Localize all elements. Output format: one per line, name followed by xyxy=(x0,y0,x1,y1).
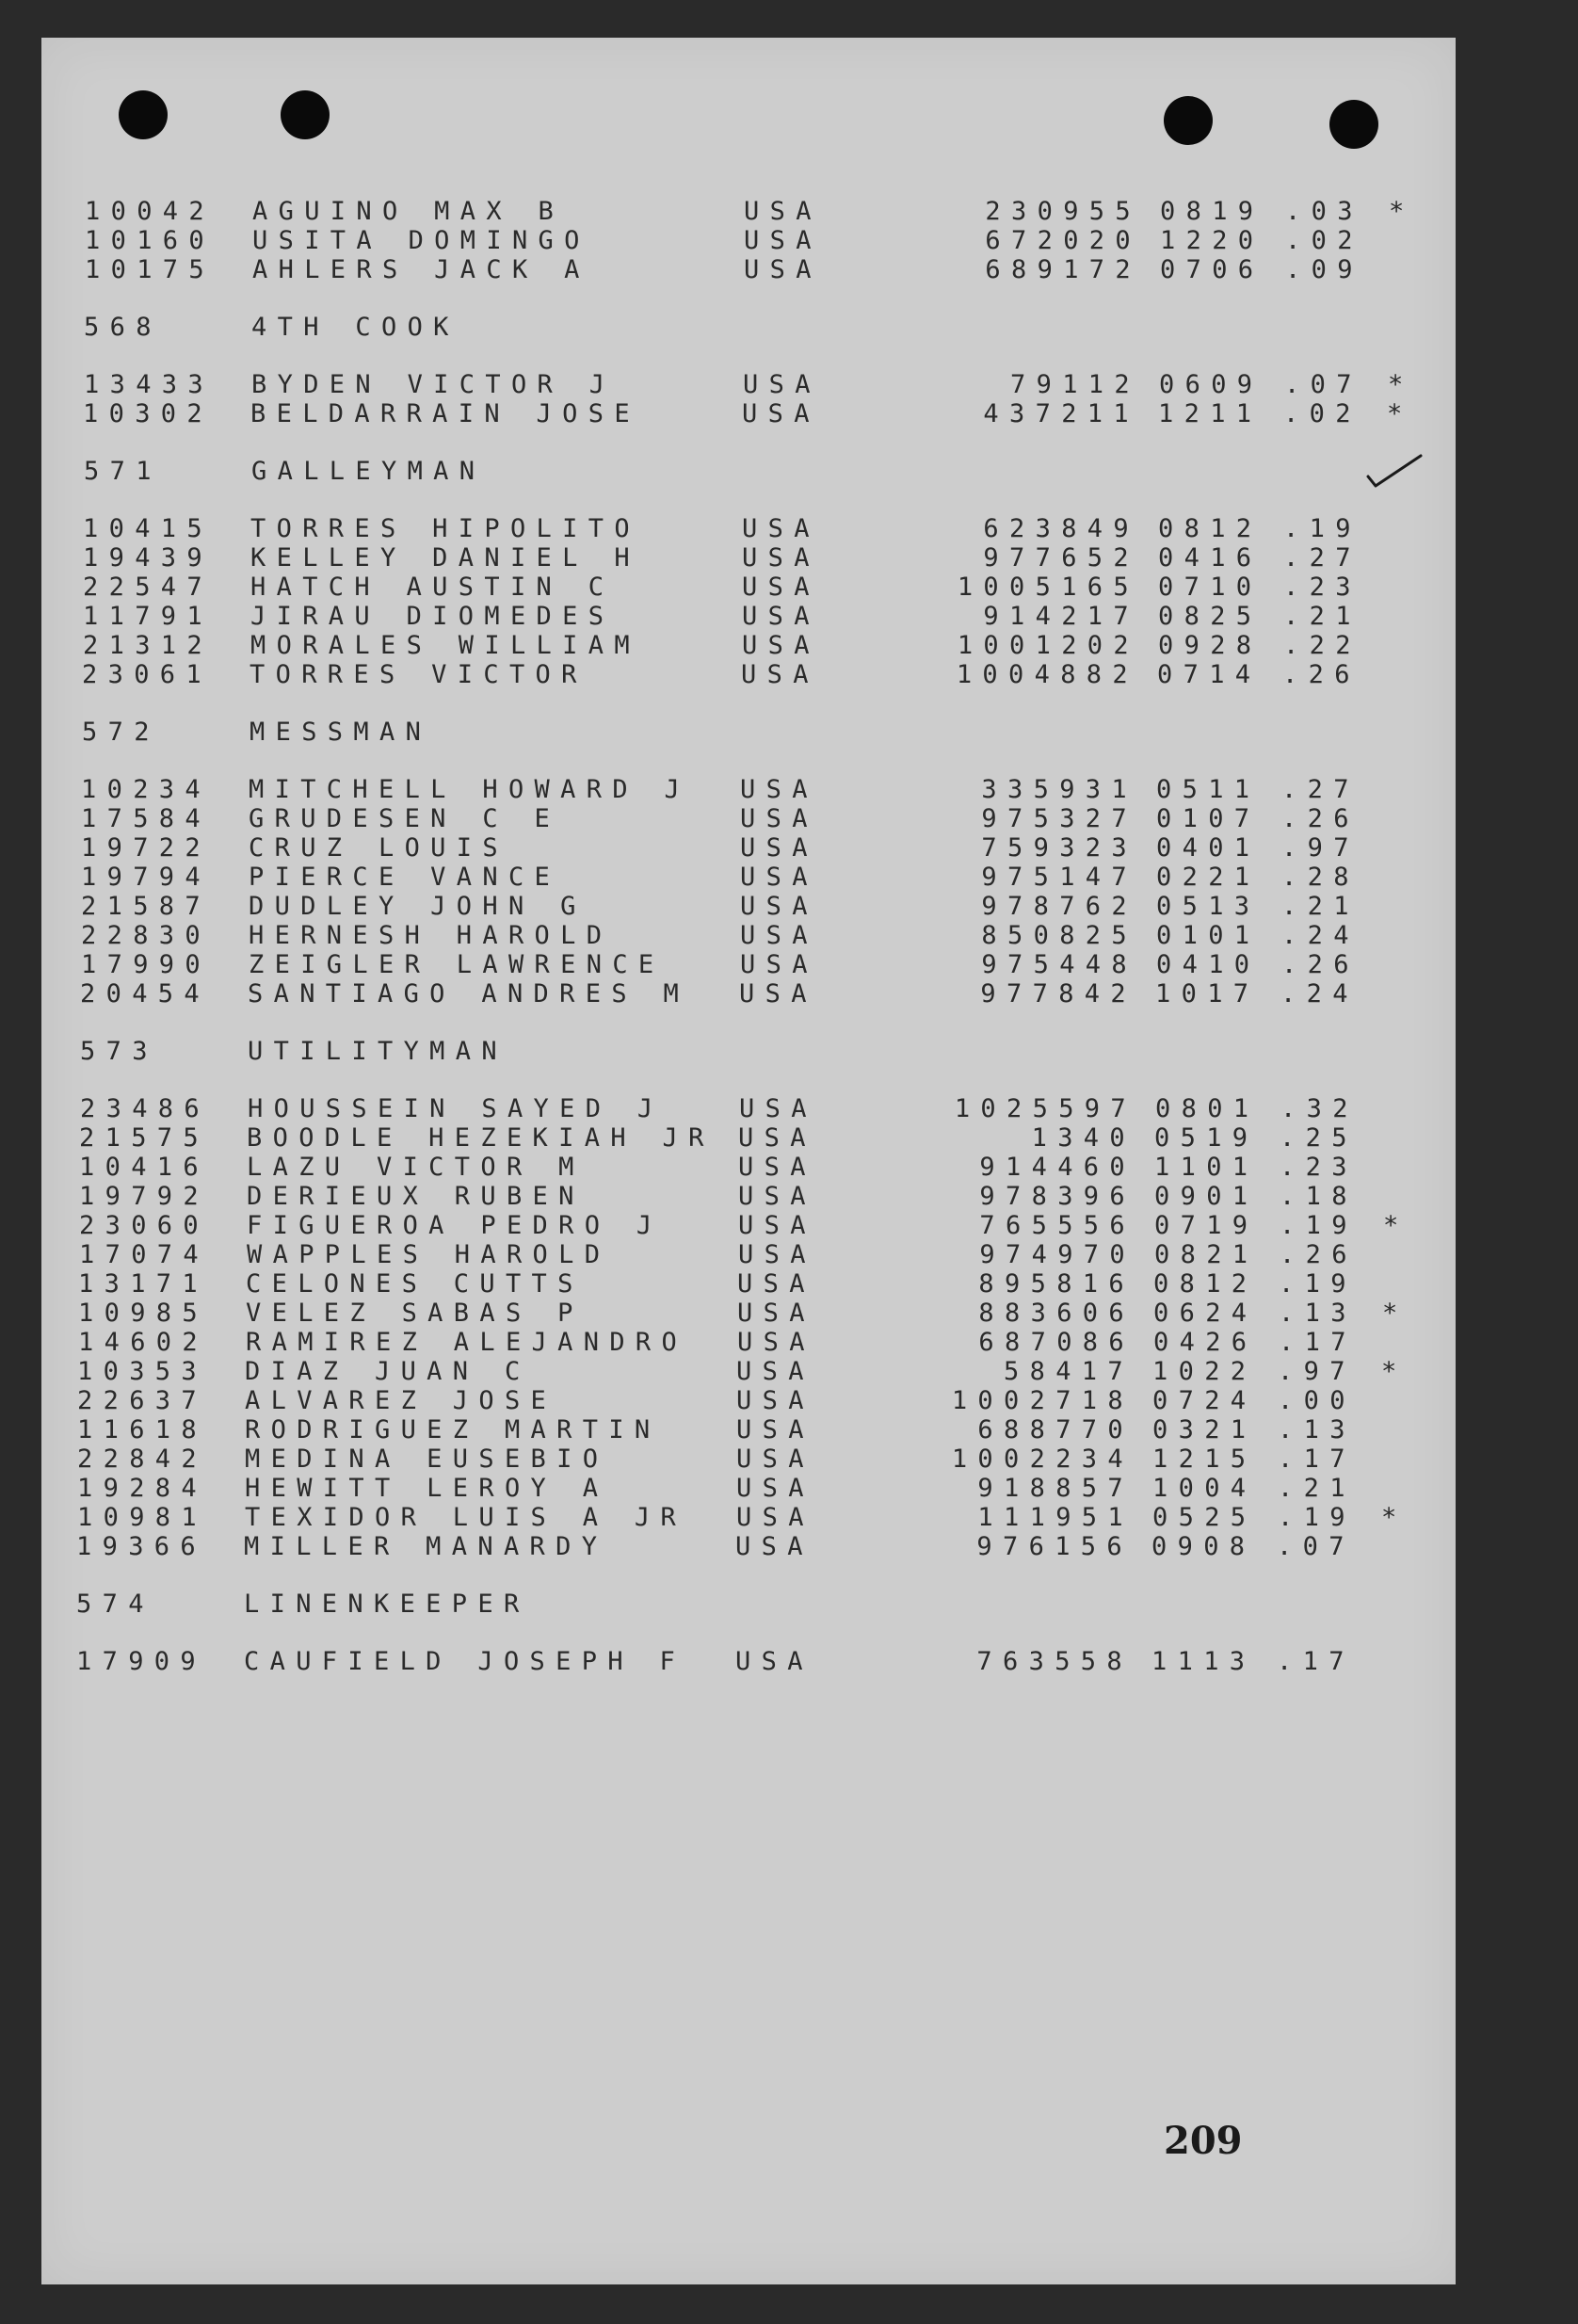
row-citizenship: USA xyxy=(736,1386,814,1415)
row-number: 759323 xyxy=(981,833,1137,863)
row-number: 975327 xyxy=(981,804,1137,833)
row-code: 0801 xyxy=(1155,1094,1260,1123)
row-rate: .25 xyxy=(1280,1123,1358,1153)
row-rate: .00 xyxy=(1278,1386,1356,1415)
row-name: CAUFIELD JOSEPH F xyxy=(244,1647,686,1676)
row-id: 14602 xyxy=(78,1328,208,1357)
row-name: BELDARRAIN JOSE xyxy=(250,399,640,428)
row-citizenship: USA xyxy=(738,1123,816,1153)
row-code: 0724 xyxy=(1152,1386,1257,1415)
row-code: 0714 xyxy=(1157,660,1262,689)
section-code: 571 xyxy=(84,457,162,486)
row-name: TEXIDOR LUIS A JR xyxy=(245,1503,687,1532)
row-citizenship: USA xyxy=(736,1444,814,1474)
row-number: 883606 xyxy=(978,1299,1135,1328)
row-name: SANTIAGO ANDRES M xyxy=(248,979,690,1009)
row-code: 0928 xyxy=(1158,631,1263,660)
row-code: 1017 xyxy=(1155,979,1260,1009)
row-name: GRUDESEN C E xyxy=(249,804,561,833)
row-id: 17909 xyxy=(76,1647,206,1676)
row-name: WAPPLES HAROLD xyxy=(247,1240,611,1269)
row-code: 1215 xyxy=(1152,1444,1257,1474)
row-code: 0426 xyxy=(1153,1328,1258,1357)
row-citizenship: USA xyxy=(743,370,821,399)
row-citizenship: USA xyxy=(742,543,820,573)
row-code: 0101 xyxy=(1156,921,1261,950)
row-code: 1004 xyxy=(1152,1474,1257,1503)
row-code: 1220 xyxy=(1160,226,1264,255)
row-id: 22547 xyxy=(83,573,213,602)
row-citizenship: USA xyxy=(741,660,819,689)
row-number: 230955 xyxy=(985,197,1141,226)
row-name: JIRAU DIOMEDES xyxy=(250,602,615,631)
row-rate: .09 xyxy=(1285,255,1363,284)
row-id: 19284 xyxy=(77,1474,207,1503)
row-code: 1113 xyxy=(1151,1647,1256,1676)
row-citizenship: USA xyxy=(736,1474,814,1503)
row-asterisk-mark: * xyxy=(1382,1299,1409,1328)
row-id: 22637 xyxy=(77,1386,207,1415)
row-id: 13433 xyxy=(84,370,214,399)
row-citizenship: USA xyxy=(735,1532,813,1561)
row-id: 22830 xyxy=(81,921,211,950)
row-asterisk-mark: * xyxy=(1383,1211,1409,1240)
row-number: 335931 xyxy=(981,775,1137,804)
roster-body xyxy=(41,38,1456,2284)
row-name: MILLER MANARDY xyxy=(244,1532,608,1561)
row-code: 0812 xyxy=(1158,514,1263,543)
row-number: 977842 xyxy=(980,979,1136,1009)
row-number: 1025597 xyxy=(954,1094,1136,1123)
row-id: 19439 xyxy=(83,543,213,573)
row-number: 765556 xyxy=(979,1211,1135,1240)
row-id: 21575 xyxy=(79,1123,209,1153)
row-rate: .02 xyxy=(1285,226,1363,255)
row-name: PIERCE VANCE xyxy=(249,863,561,892)
section-code: 574 xyxy=(76,1590,154,1619)
row-name: ZEIGLER LAWRENCE xyxy=(249,950,665,979)
row-code: 0410 xyxy=(1156,950,1261,979)
row-rate: .27 xyxy=(1281,775,1360,804)
row-number: 914217 xyxy=(983,602,1139,631)
row-rate: .21 xyxy=(1278,1474,1356,1503)
row-rate: .21 xyxy=(1283,602,1361,631)
row-name: RAMIREZ ALEJANDRO xyxy=(246,1328,688,1357)
row-number: 623849 xyxy=(983,514,1139,543)
row-id: 23486 xyxy=(80,1094,210,1123)
row-id: 11618 xyxy=(77,1415,207,1444)
row-number: 850825 xyxy=(981,921,1137,950)
row-id: 10042 xyxy=(85,197,215,226)
row-name: HERNESH HAROLD xyxy=(249,921,613,950)
row-code: 0624 xyxy=(1153,1299,1258,1328)
row-citizenship: USA xyxy=(740,921,818,950)
row-code: 0221 xyxy=(1156,863,1261,892)
row-number: 1001202 xyxy=(957,631,1139,660)
row-citizenship: USA xyxy=(744,255,822,284)
row-code: 0825 xyxy=(1158,602,1263,631)
row-name: VELEZ SABAS P xyxy=(246,1299,584,1328)
row-id: 10353 xyxy=(77,1357,207,1386)
row-id: 10160 xyxy=(85,226,215,255)
row-citizenship: USA xyxy=(742,631,820,660)
row-number: 895816 xyxy=(978,1269,1135,1299)
row-citizenship: USA xyxy=(738,1240,816,1269)
row-name: DERIEUX RUBEN xyxy=(247,1182,585,1211)
row-name: RODRIGUEZ MARTIN xyxy=(245,1415,661,1444)
row-rate: .13 xyxy=(1278,1415,1356,1444)
page-number: 209 xyxy=(1164,2119,1243,2163)
row-citizenship: USA xyxy=(737,1299,815,1328)
row-name: DUDLEY JOHN G xyxy=(249,892,587,921)
row-citizenship: USA xyxy=(742,573,820,602)
row-number: 689172 xyxy=(985,255,1141,284)
row-name: CRUZ LOUIS xyxy=(249,833,508,863)
row-id: 10175 xyxy=(85,255,215,284)
row-number: 58417 xyxy=(1004,1357,1134,1386)
row-number: 672020 xyxy=(985,226,1141,255)
row-name: HOUSSEIN SAYED J xyxy=(248,1094,664,1123)
row-asterisk-mark: * xyxy=(1381,1503,1408,1532)
row-rate: .24 xyxy=(1280,979,1359,1009)
row-rate: .24 xyxy=(1281,921,1360,950)
row-code: 0401 xyxy=(1156,833,1261,863)
row-name: HEWITT LEROY A xyxy=(245,1474,609,1503)
row-name: TORRES HIPOLITO xyxy=(250,514,640,543)
row-number: 914460 xyxy=(979,1153,1135,1182)
section-code: 572 xyxy=(82,718,160,747)
row-name: FIGUEROA PEDRO J xyxy=(247,1211,663,1240)
row-rate: .26 xyxy=(1281,804,1360,833)
row-id: 20454 xyxy=(80,979,210,1009)
row-name: BOODLE HEZEKIAH JR xyxy=(247,1123,715,1153)
row-number: 978762 xyxy=(981,892,1137,921)
row-id: 19722 xyxy=(81,833,211,863)
row-code: 1101 xyxy=(1154,1153,1259,1182)
row-citizenship: USA xyxy=(742,399,820,428)
row-name: DIAZ JUAN C xyxy=(245,1357,531,1386)
row-id: 22842 xyxy=(77,1444,207,1474)
row-name: TORRES VICTOR xyxy=(250,660,588,689)
row-citizenship: USA xyxy=(740,892,818,921)
row-citizenship: USA xyxy=(740,775,818,804)
row-citizenship: USA xyxy=(740,833,818,863)
row-id: 13171 xyxy=(78,1269,208,1299)
row-citizenship: USA xyxy=(740,863,818,892)
row-rate: .17 xyxy=(1277,1647,1355,1676)
row-citizenship: USA xyxy=(742,514,820,543)
row-id: 19794 xyxy=(81,863,211,892)
row-rate: .17 xyxy=(1278,1444,1356,1474)
row-rate: .18 xyxy=(1280,1182,1358,1211)
row-rate: .19 xyxy=(1278,1503,1356,1532)
row-rate: .97 xyxy=(1281,833,1360,863)
row-number: 111951 xyxy=(977,1503,1134,1532)
row-name: LAZU VICTOR M xyxy=(247,1153,585,1182)
row-code: 0525 xyxy=(1152,1503,1257,1532)
row-code: 1211 xyxy=(1158,399,1263,428)
row-citizenship: USA xyxy=(742,602,820,631)
row-number: 1005165 xyxy=(957,573,1139,602)
row-id: 19366 xyxy=(76,1532,206,1561)
row-citizenship: USA xyxy=(735,1647,813,1676)
row-code: 0819 xyxy=(1160,197,1264,226)
row-rate: .07 xyxy=(1277,1532,1355,1561)
row-code: 0812 xyxy=(1153,1269,1258,1299)
row-code: 0901 xyxy=(1154,1182,1259,1211)
row-code: 0519 xyxy=(1154,1123,1259,1153)
row-code: 1022 xyxy=(1152,1357,1257,1386)
row-citizenship: USA xyxy=(738,1153,816,1182)
row-number: 1002234 xyxy=(951,1444,1134,1474)
row-number: 1002718 xyxy=(951,1386,1134,1415)
row-citizenship: USA xyxy=(736,1415,814,1444)
row-number: 975147 xyxy=(981,863,1137,892)
row-code: 0416 xyxy=(1158,543,1263,573)
row-rate: .19 xyxy=(1280,1211,1358,1240)
row-id: 10234 xyxy=(81,775,211,804)
row-id: 10985 xyxy=(78,1299,208,1328)
row-code: 0719 xyxy=(1154,1211,1259,1240)
row-asterisk-mark: * xyxy=(1387,399,1413,428)
row-citizenship: USA xyxy=(736,1357,814,1386)
row-name: USITA DOMINGO xyxy=(252,226,590,255)
row-number: 1004882 xyxy=(956,660,1138,689)
row-rate: .23 xyxy=(1283,573,1361,602)
row-code: 0908 xyxy=(1151,1532,1256,1561)
row-number: 976156 xyxy=(976,1532,1133,1561)
row-rate: .07 xyxy=(1284,370,1362,399)
row-citizenship: USA xyxy=(737,1328,815,1357)
row-number: 977652 xyxy=(983,543,1139,573)
row-code: 0107 xyxy=(1156,804,1261,833)
row-rate: .28 xyxy=(1281,863,1360,892)
row-id: 11791 xyxy=(83,602,213,631)
row-citizenship: USA xyxy=(738,1182,816,1211)
row-citizenship: USA xyxy=(738,1211,816,1240)
row-rate: .13 xyxy=(1279,1299,1357,1328)
row-number: 1340 xyxy=(1031,1123,1135,1153)
section-title: MESSMAN xyxy=(250,718,432,747)
row-name: CELONES CUTTS xyxy=(246,1269,584,1299)
row-id: 17990 xyxy=(81,950,211,979)
check-mark-icon xyxy=(1366,452,1423,490)
row-citizenship: USA xyxy=(737,1269,815,1299)
row-name: MORALES WILLIAM xyxy=(250,631,640,660)
row-id: 17074 xyxy=(79,1240,209,1269)
row-id: 21312 xyxy=(83,631,213,660)
row-name: MEDINA EUSEBIO xyxy=(245,1444,609,1474)
section-code: 573 xyxy=(80,1037,158,1066)
row-citizenship: USA xyxy=(744,226,822,255)
row-rate: .19 xyxy=(1279,1269,1357,1299)
row-citizenship: USA xyxy=(744,197,822,226)
row-code: 0710 xyxy=(1158,573,1263,602)
row-name: KELLEY DANIEL H xyxy=(250,543,640,573)
row-code: 0706 xyxy=(1160,255,1264,284)
row-rate: .27 xyxy=(1283,543,1361,573)
row-rate: .26 xyxy=(1280,1240,1358,1269)
row-number: 918857 xyxy=(977,1474,1134,1503)
row-code: 0609 xyxy=(1159,370,1264,399)
typed-roster-page xyxy=(41,38,1456,2284)
row-rate: .32 xyxy=(1280,1094,1359,1123)
row-asterisk-mark: * xyxy=(1388,370,1414,399)
row-citizenship: USA xyxy=(740,950,818,979)
row-id: 19792 xyxy=(79,1182,209,1211)
row-rate: .22 xyxy=(1283,631,1361,660)
row-id: 23061 xyxy=(82,660,212,689)
row-id: 23060 xyxy=(79,1211,209,1240)
row-number: 763558 xyxy=(976,1647,1133,1676)
row-rate: .26 xyxy=(1281,950,1360,979)
row-id: 10302 xyxy=(83,399,213,428)
row-id: 17584 xyxy=(81,804,211,833)
row-id: 10415 xyxy=(83,514,213,543)
section-code: 568 xyxy=(84,313,162,342)
row-number: 975448 xyxy=(981,950,1137,979)
row-number: 437211 xyxy=(983,399,1139,428)
row-citizenship: USA xyxy=(739,979,817,1009)
row-number: 978396 xyxy=(979,1182,1135,1211)
row-name: AGUINO MAX B xyxy=(252,197,565,226)
row-rate: .97 xyxy=(1278,1357,1356,1386)
row-id: 21587 xyxy=(81,892,211,921)
row-asterisk-mark: * xyxy=(1381,1357,1408,1386)
row-code: 0821 xyxy=(1154,1240,1259,1269)
row-rate: .23 xyxy=(1280,1153,1358,1182)
row-name: AHLERS JACK A xyxy=(252,255,590,284)
row-citizenship: USA xyxy=(739,1094,817,1123)
row-name: HATCH AUSTIN C xyxy=(250,573,615,602)
row-asterisk-mark: * xyxy=(1389,197,1415,226)
row-code: 0321 xyxy=(1152,1415,1257,1444)
row-code: 0513 xyxy=(1156,892,1261,921)
row-name: ALVAREZ JOSE xyxy=(245,1386,557,1415)
section-title: UTILITYMAN xyxy=(248,1037,507,1066)
row-name: BYDEN VICTOR J xyxy=(251,370,616,399)
row-rate: .03 xyxy=(1285,197,1363,226)
row-rate: .26 xyxy=(1282,660,1361,689)
row-citizenship: USA xyxy=(740,804,818,833)
row-citizenship: USA xyxy=(736,1503,814,1532)
section-title: LINENKEEPER xyxy=(244,1590,530,1619)
row-code: 0511 xyxy=(1156,775,1261,804)
section-title: 4TH COOK xyxy=(251,313,459,342)
row-name: MITCHELL HOWARD J xyxy=(249,775,691,804)
row-rate: .21 xyxy=(1281,892,1360,921)
row-number: 79112 xyxy=(1010,370,1140,399)
section-title: GALLEYMAN xyxy=(251,457,486,486)
row-number: 688770 xyxy=(977,1415,1134,1444)
row-id: 10416 xyxy=(79,1153,209,1182)
row-rate: .02 xyxy=(1283,399,1361,428)
row-number: 687086 xyxy=(978,1328,1135,1357)
row-rate: .19 xyxy=(1283,514,1361,543)
row-rate: .17 xyxy=(1279,1328,1357,1357)
row-id: 10981 xyxy=(77,1503,207,1532)
row-number: 974970 xyxy=(979,1240,1135,1269)
